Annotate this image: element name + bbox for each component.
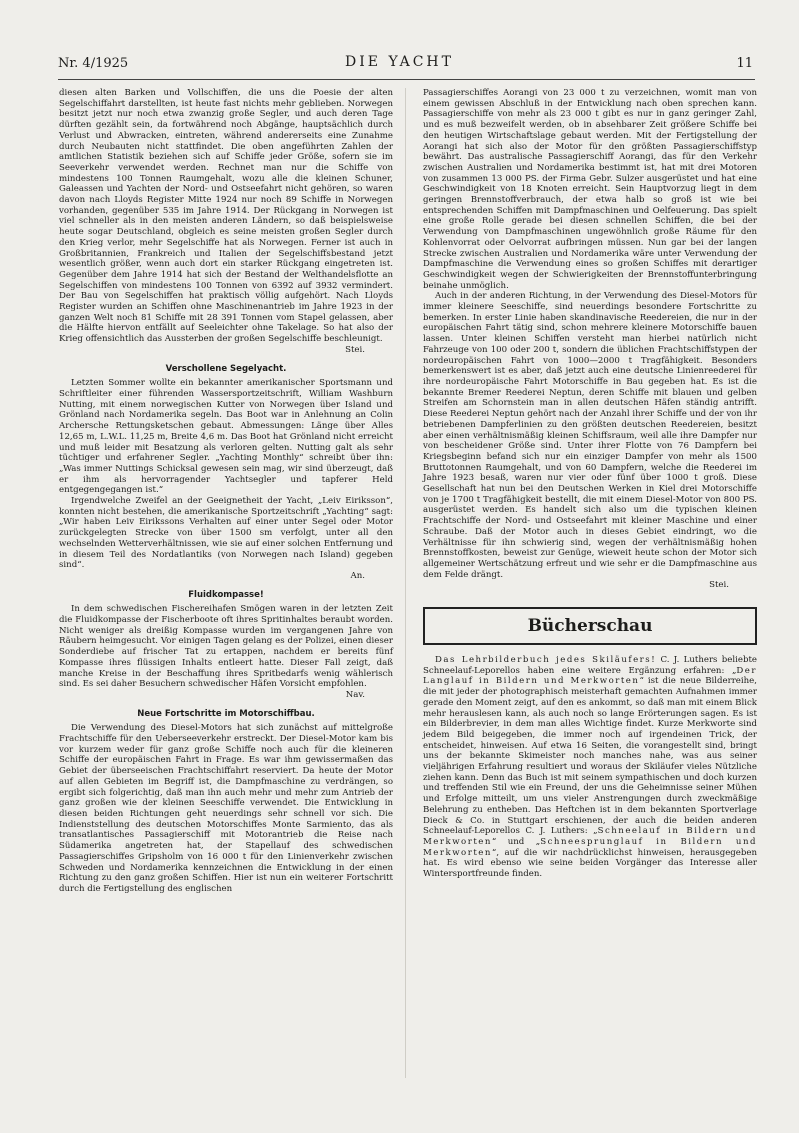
issue-number: Nr. 4/1925 (58, 56, 129, 71)
page-number: 11 (736, 56, 753, 71)
book-title: Schneelauf in Bildern und Merkworten (423, 826, 757, 847)
book-review-title: Bücherschau (527, 615, 653, 636)
paragraph: Irgendwelche Zweifel an der Geeignetheit der Yacht, „Leiv Eiriksson“, konnten nicht bestehen, die amerikanische Sportzeitschrift „Yachting“ sagt: „Wir haben Leiv Eirikssons Verhalten auf einer unter Segel oder Motor zurückgelegten Strecke von über 1500 sm verfolgt, unter all den wechselnden Wetterverhältnissen, wie sie auf einer solchen Entfernung und in diesem Teil des Nordatlantiks (von Norwegen nach Island) gegeben sind“. (59, 496, 393, 571)
magazine-title: DIE YACHT (345, 54, 454, 70)
signature: An. (350, 570, 365, 581)
section-title-motor-ships: Neue Fortschritte im Motorschiffbau. (137, 708, 315, 719)
article-sailing-ships-text: diesen alten Barken und Vollschiffen, die uns die Poesie der alten Segelschiffahrt darstellten, ist heute fast nichts mehr geblieben. Norwegen besitzt jetzt nur noch etwa zwanzig große Segler, und auch deren Tage dürften gezählt sein, da fortwährend noch Abgänge, hauptsächlich durch Verlust und Abwracken, eintreten, während andererseits eine Zunahme durch Neubauten nicht stattfindet. Die oben angeführten Zahlen der amtlichen Statistik beziehen sich auf Schiffe jeder Größe, sofern sie im Seeverkehr verwendet werden. Rechnet man nur die Schiffe von mindestens 100 Tonnen Raumgehalt, wozu alle die kleinen Schuner, Galeassen und Yachten der Nord- und Ostseefahrt nicht gehören, so waren davon nach Lloyds Register Mitte 1924 nur noch 89 Schiffe in Norwegen vorhanden, gegenüber 535 im Jahre 1914. Der Rückgang in Norwegen ist viel schneller als in den meisten anderen Ländern, so daß beispielsweise heute sogar Deutschland, obgleich es seine meisten großen Segler durch den Krieg verlor, mehr Segelschiffe hat als Norwegen. Ferner ist auch in Großbritannien, Frankreich und Italien der Segelschiffsbestand jetzt wesentlich größer, wenn auch dort ein starker Rückgang eingetreten ist. Gegenüber dem Jahre 1914 hat sich der Bestand der Welthandelsflotte an Segelschiffen von mindestens 100 Tonnen von 6392 auf 3932 vermindert. Der Bau von Segelschiffen hat praktisch völlig aufgehört. Nach Lloyds Register wurden an Schiffen ohne Maschinenantrieb im Jahre 1923 in der ganzen Welt noch 81 Schiffe mit 28 391 Tonnen vom Stapel gelassen, aber die Hälfte hiervon entfällt auf Seeleichter ohne Takelage. So hat also der Krieg offensichtlich das Aussterben der großen Segelschiffe beschleunigt. (59, 88, 393, 345)
paragraph: Die Verwendung des Diesel-Motors hat sich zunächst auf mittelgroße Frachtschiffe für den Ueberseeverkehr erstreckt. Der Diesel-Motor kam bis vor kurzem weder für ganz große Schiffe noch auch für die kleineren Schiffe der europäischen Fahrt in Frage. Es war ihm gewissermaßen das Gebiet der überseeischen Frachtschiffahrt reserviert. Da heute der Motor auf allen Gebieten im Begriff ist, die Dampfmaschine zu verdrängen, so ergibt sich folgerichtig, daß man ihn auch mehr und mehr zum Antrieb der ganz großen wie der kleinen Seeschiffe verwendet. Die Entwicklung in diesen beiden Richtungen geht neuerdings sehr schnell vor sich. Die Indienststellung des deutschen Motorschiffes Monte Sarmiento, das als transatlantisches Passagierschiff mit Motorantrieb die Reise nach Südamerika angetreten hat, der Stapellauf des schwedischen Passagierschiffes Gripsholm von 16 000 t für den Linienverkehr zwischen Schweden und Nordamerika kennzeichnen die Entwicklung in der einen Richtung zu den ganz großen Schiffen. Hier ist nun ein weiterer Fortschritt durch die Fertigstellung des englischen (59, 723, 393, 894)
book-title: Der Langlauf in Bildern und Merkworten (423, 665, 757, 687)
book-review-lead: Das Lehrbilderbuch jedes Skiläufers! (435, 655, 657, 666)
right-column (423, 88, 757, 880)
paragraph: Passagierschiffes Aorangi von 23 000 t zu verzeichnen, womit man von einem gewissen Abschluß in der Entwicklung nach oben sprechen kann. Passagierschiffe von mehr als 23 000 t gibt es nur in ganz geringer Zahl, und es muß bezweifelt werden, ob in absehbarer Zeit größere Schiffe bei den heutigen Wirtschaftslage gebaut werden. Mit der Fertigstellung der Aorangi hat sich also der Motor für den größten Passagierschiffstyp bewährt. Das australische Passagierschiff Aorangi, das für den Verkehr zwischen Australien und Nordamerika bestimmt ist, hat mit drei Motoren von zusammen 13 000 PS. der Firma Gebr. Sulzer ausgerüstet und hat eine Geschwindigkeit von 18 Knoten erreicht. Sein Hauptvorzug liegt in dem geringen Brennstoffverbrauch, der etwa halb so groß ist wie bei entsprechenden Schiffen mit Dampfmaschinen und Oelfeuerung. Das spielt eine große Rolle gerade bei diesen schnellen Schiffen, die bei der Verwendung von Dampfmaschinen ungewöhnlich große Räume für den Kohlenvorrat oder Oelvorrat aufbringen müssen. Nun gar bei der langen Strecke zwischen Australien und Nordamerika wäre unter Verwendung der Dampfmaschine die Verwendung eines so großen Schiffes mit derartiger Geschwindigkeit wegen der Schwierigkeiten der Brennstoffunterbringung beinahe unmöglich. (423, 88, 757, 291)
signature: Stei. (345, 344, 365, 355)
signature: Stei. (709, 580, 729, 591)
book-title: Schneesprunglauf in Bildern und Merkworten (423, 837, 757, 858)
book-review-paragraph: Das Lehrbilderbuch jedes Skiläufers! C. J. Luthers beliebte Schneelauf-Leporellos haben eine weitere Ergänzung erfahren: „Der Langlauf in Bildern und Merkworten“ ist die neue Bilderreihe, die mit jeder der photographisch meisterhaft gemachten Aufnahmen immer gerade den Moment zeigt, auf den es ankommt, so daß man mit einem Blick mehr herauslesen kann, als auch noch so lange Erörterungen sagen. Es ist ein Bilderbrevier, in dem man alles Wichtige findet. Kurze Merkworte sind jedem Bild beigegeben, die immer noch auf irgendeinen Trick, der entscheidet, hinweisen. Auf etwa 16 Seiten, die vorangestellt sind, bringt uns der bekannte Skimeister noch manches nahe, was aus seiner vieljährigen Erfahrung resultiert und woraus der Skiläufer vieles Nützliche ziehen kann. Denn das Buch ist mit seinem sympathischen und doch kurzen und treffenden Stil wie ein Freund, der uns die Geheimnisse seiner Mühen und Erfolge mitteilt, um uns vieler Anstrengungen durch zweckmäßige Belehrung zu entheben. Das Heftchen ist in dem bekannten Sportverlage Dieck & Co. in Stuttgart erschienen, der auch die beiden anderen Schneelauf-Leporellos C. J. Luthers: „Schneelauf in Bildern und Merkworten“ und „Schneesprunglauf in Bildern und Merkworten“, auf die wir nachdrücklichst hinweisen, herausgegeben hat. Es wird ebenso wie seine beiden Vorgänger das Interesse aller Wintersportfreunde finden. (423, 655, 758, 880)
paragraph: In dem schwedischen Fischereihafen Smögen waren in der letzten Zeit die Fluidkompasse der Fischerboote oft ihres Spritinhaltes beraubt worden. Nicht weniger als dreißig Kompasse wurden im vergangenen Jahre von Räubern heimgesucht. Vor einigen Tagen gelang es der Polizei, einen dieser Sonderdiebe auf frischer Tat zu ertappen, nachdem er bereits fünf Kompasse ihres flüssigen Inhalts entleert hatte. Dieser Fall zeigt, daß manche Kreise in der Beschaffung ihres Spritbedarfs wenig wählerisch sind. Es sei daher Besuchern schwedischer Häfen Vorsicht empfohlen. (59, 604, 393, 690)
header-rule (58, 79, 755, 80)
paragraph: Auch in der anderen Richtung, in der Verwendung des Diesel-Motors für immer kleinere Seeschiffe, sind neuerdings besondere Fortschritte zu bemerken. In erster Linie haben skandinavische Reedereien, die nur in der europäischen Fahrt tätig sind, schon mehrere kleinere Motorschiffe bauen lassen. Unter kleinen Schiffen versteht man hierbei natürlich nicht Fahrzeuge von 100 oder 200 t, sondern die üblichen Frachtschiffstypen der nordeuropäischen Fahrt von 1000—2000 t Tragfähigkeit. Besonders bemerkenswert ist es aber, daß jetzt auch eine deutsche Linienreederei für ihre nordeuropäische Fahrt Motorschiffe in Bau gegeben hat. Es ist die bekannte Bremer Reederei Neptun, deren Schiffe mit blauen und gelben Streifen am Schornstein man in allen deutschen Häfen ständig antrifft. Diese Reederei Neptun gehört nach der Anzahl ihrer Schiffe und der von ihr betriebenen Dampferlinien zu den größten deutschen Reedereien, besitzt aber einen verhältnismäßig kleinen Schiffsraum, weil alle ihre Dampfer nur von bescheidener Größe sind. Unter ihrer Flotte von 76 Dampfern bei Kriegsbeginn befand sich nur ein einziger Dampfer von mehr als 1500 Bruttotonnen Raumgehalt, und von 60 Dampfern, welche die Reederei im Jahre 1923 besaß, waren nur vier oder fünf über 1000 t groß. Diese Gesellschaft hat nun bei den Deutschen Werken in Kiel drei Motorschiffe von je 1700 t Tragfähigkeit bestellt, die mit einem Diesel-Motor von 800 PS. ausgerüstet werden. Es handelt sich also um die typischen kleinen Frachtschiffe der Nord- und Ostseefahrt mit kleiner Maschine und einer Schraube. Daß der Motor auch in dieses Gebiet eindringt, wo die Verhältnisse für ihn schwierig sind, wegen der verhältnismäßig hohen Brennstoffkosten, beweist zur Genüge, wieweit heute schon der Motor sich allgemeiner Wertschätzung erfreut und wie sehr er die Dampfmaschine aus dem Felde drängt. (423, 291, 758, 580)
left-column (59, 88, 393, 895)
signature: Nav. (345, 689, 365, 700)
section-title-fluid-compasses: Fluidkompasse! (188, 589, 264, 600)
paragraph: Letzten Sommer wollte ein bekannter amerikanischer Sportsmann und Schriftleiter einer führenden Wassersportzeitschrift, William Washburn Nutting, mit einem norwegischen Kutter von Norwegen über Island und Grönland nach Nordamerika segeln. Das Boot war in Anlehnung an Colin Archersche Rettungsketschen gebaut. Abmessungen: Länge über Alles 12,65 m, L.W.L. 11,25 m, Breite 4,6 m. Das Boot hat Grönland nicht erreicht und muß leider mit Besatzung als verloren gelten. Nutting galt als sehr tüchtiger und erfahrener Segler. „Yachting Monthly“ schreibt über ihn: „Was immer Nuttings Schicksal gewesen sein mag, wir sind überzeugt, daß er ihm als hervorragender Yachtsegler und tapferer Held entgegengegangen ist.“ (59, 378, 393, 496)
book-review-header-box (423, 607, 757, 645)
column-divider (405, 88, 406, 1078)
section-title-missing-yacht: Verschollene Segelyacht. (165, 363, 287, 374)
